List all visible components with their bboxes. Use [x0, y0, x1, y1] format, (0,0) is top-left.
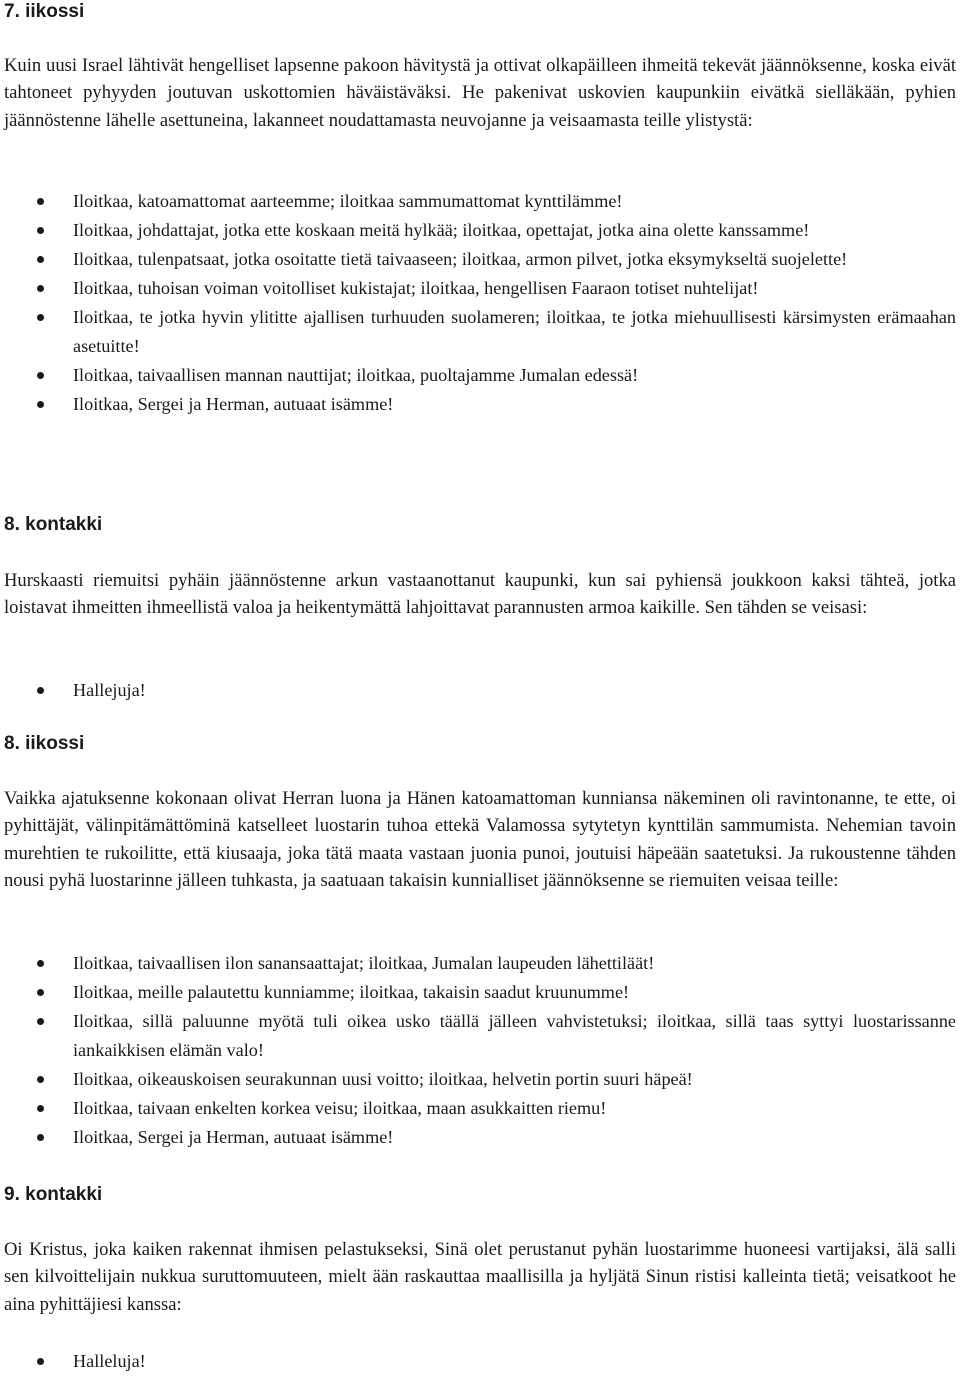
bullet-icon — [37, 1018, 44, 1025]
bullet-icon — [37, 960, 44, 967]
list-item — [0, 1123, 960, 1152]
section-heading: 8. iikossi — [4, 733, 85, 754]
bullet-icon — [37, 1105, 44, 1112]
list-item-text: Iloitkaa, Sergei ja Herman, autuaat isämme! — [73, 394, 394, 414]
section-paragraph: Hurskaasti riemuitsi pyhäin jäännöstenne arkun vastaanottanut kaupunki, kun sai pyhiensä joukkoon kaksi tähteä, jotka loistavat ihmeitten ihmeellistä valoa ja heikentymättä lahjoittavat parannusten armoa kaikille. Sen tähden se veisasi: — [4, 570, 956, 619]
list-item — [0, 1094, 960, 1123]
acclamation-list — [0, 1347, 960, 1376]
list-item-text: Iloitkaa, taivaallisen mannan nauttijat; iloitkaa, puoltajamme Jumalan edessä! — [73, 365, 639, 385]
bullet-icon — [37, 1358, 44, 1365]
acclamation-list — [0, 676, 960, 705]
list-item — [0, 1007, 960, 1065]
list-item-text: Halleluja! — [73, 1351, 146, 1371]
list-item-text: Iloitkaa, sillä paluunne myötä tuli oikea usko täällä jälleen vahvistetuksi; iloitkaa, sillä taas syttyi luostarissanne iankaikkisen elämän valo! — [73, 1011, 956, 1060]
list-item — [0, 390, 960, 419]
section-heading: 7. iikossi — [4, 1, 85, 22]
list-item-text: Iloitkaa, tulenpatsaat, jotka osoitatte tietä taivaaseen; iloitkaa, armon pilvet, jotka eksymykseltä suojelette! — [73, 249, 848, 269]
list-item-text: Iloitkaa, taivaallisen ilon sanansaattajat; iloitkaa, Jumalan laupeuden lähettiläät! — [73, 953, 655, 973]
list-item-text: Hallejuja! — [73, 680, 146, 700]
bullet-icon — [37, 227, 44, 234]
list-item — [0, 1347, 960, 1376]
bullet-icon — [37, 401, 44, 408]
list-item-text: Iloitkaa, katoamattomat aarteemme; iloitkaa sammumattomat kynttilämme! — [73, 191, 623, 211]
list-item-text: Iloitkaa, Sergei ja Herman, autuaat isämme! — [73, 1127, 394, 1147]
list-item-text: Iloitkaa, tuhoisan voiman voitolliset kukistajat; iloitkaa, hengellisen Faaraon totiset nuhtelijat! — [73, 278, 759, 298]
list-item — [0, 676, 960, 705]
list-item-text: Iloitkaa, te jotka hyvin ylititte ajallisen turhuuden suolameren; iloitkaa, te jotka miehuullisesti kärsimysten erämaahan asetuitte! — [73, 307, 956, 356]
section-paragraph: Oi Kristus, joka kaiken rakennat ihmisen pelastukseksi, Sinä olet perustanut pyhän luostarimme huoneesi vartijaksi, älä salli sen kilvoittelijain nukkua suruttomuuteen, mielt ään raskauttaa maallisilla ja hyljätä Sinun ristisi kalleinta tietä; veisatkoot he aina pyhittäjiesi kanssa: — [4, 1239, 956, 1315]
list-item — [0, 361, 960, 390]
list-item — [0, 303, 960, 361]
section-heading: 8. kontakki — [4, 514, 103, 535]
section-paragraph: Vaikka ajatuksenne kokonaan olivat Herran luona ja Hänen katoamattoman kunniansa näkeminen oli ravintonanne, te ette, oi pyhittäjät, välinpitämättöminä katselleet luostarin tuhoa ettekä Valamossa sytytetyn kynttilän sammumista. Nehemian tavoin murehtien te rukoilitte, että kiusaaja, joka tätä maata vastaan juonia punoi, joutuisi häpeään saatetuksi. Ja rukoustenne tähden nousi pyhä luostarinne jälleen tuhkasta, ja saatuaan takaisin kunnialliset jäännöksenne se riemuiten veisaa teille: — [4, 788, 956, 892]
list-item — [0, 274, 960, 303]
section-heading: 9. kontakki — [4, 1184, 103, 1205]
bullet-icon — [37, 285, 44, 292]
list-item-text: Iloitkaa, johdattajat, jotka ette koskaan meitä hylkää; iloitkaa, opettajat, jotka aina olette kanssamme! — [73, 220, 810, 240]
list-item-text: Iloitkaa, oikeauskoisen seurakunnan uusi voitto; iloitkaa, helvetin portin suuri häpeä! — [73, 1069, 693, 1089]
list-item — [0, 245, 960, 274]
bullet-icon — [37, 989, 44, 996]
list-item — [0, 216, 960, 245]
list-item — [0, 1065, 960, 1094]
bullet-icon — [37, 314, 44, 321]
bullet-icon — [37, 198, 44, 205]
bullet-icon — [37, 1076, 44, 1083]
list-item — [0, 978, 960, 1007]
bullet-icon — [37, 687, 44, 694]
list-item — [0, 949, 960, 978]
list-item — [0, 187, 960, 216]
acclamation-list — [0, 187, 960, 419]
acclamation-list — [0, 949, 960, 1152]
section-paragraph: Kuin uusi Israel lähtivät hengelliset lapsenne pakoon hävitystä ja ottivat olkapäilleen ihmeitä tekevät jäännöksenne, koska eivät tahtoneet pyhyyden joutuvan uskottomien häväistäväksi. He pakenivat uskovien kaupunkiin eivätkä sielläkään, pyhien jäännöstenne lähelle asettuneina, lakanneet noudattamasta neuvojanne ja veisaamasta teille ylistystä: — [4, 55, 956, 131]
bullet-icon — [37, 1134, 44, 1141]
bullet-icon — [37, 256, 44, 263]
bullet-icon — [37, 372, 44, 379]
list-item-text: Iloitkaa, taivaan enkelten korkea veisu; iloitkaa, maan asukkaitten riemu! — [73, 1098, 607, 1118]
list-item-text: Iloitkaa, meille palautettu kunniamme; iloitkaa, takaisin saadut kruunumme! — [73, 982, 630, 1002]
